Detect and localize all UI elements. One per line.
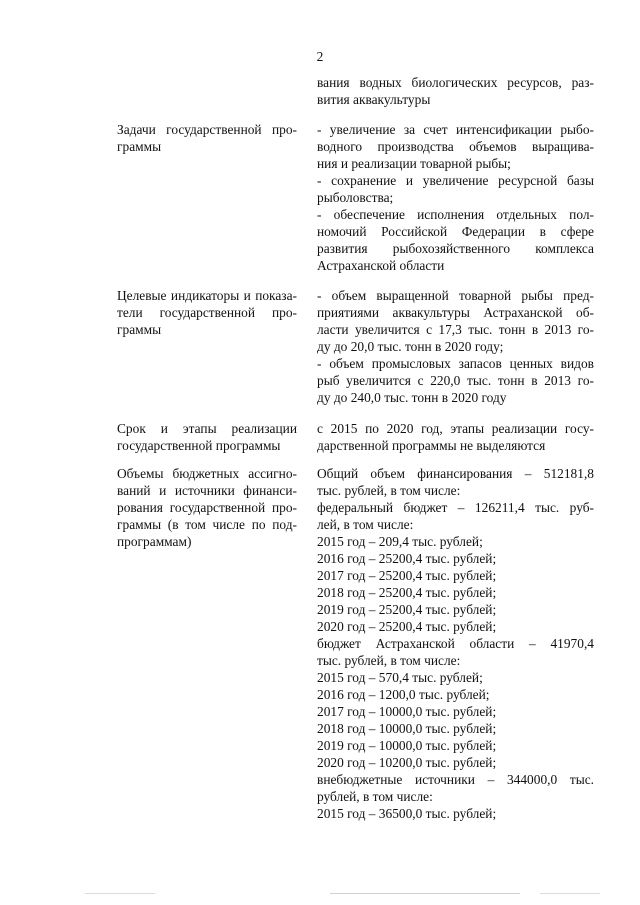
- value-line: 2015 год – 209,4 тыс. рублей;: [317, 534, 483, 549]
- row-value: [317, 287, 594, 406]
- scan-artifact-line: [85, 893, 155, 894]
- value-line: внебюджетные источники – 344000,0 тыс.: [317, 772, 594, 787]
- value-line: федеральный бюджет – 126211,4 тыс. руб-: [317, 500, 594, 515]
- label-line: граммы: [117, 322, 162, 337]
- value-line: ласти увеличится с 17,3 тыс. тонн в 2013 го-: [317, 322, 594, 337]
- page-number: 2: [316, 49, 324, 64]
- row-value: [317, 74, 594, 108]
- value-line: 2020 год – 10200,0 тыс. рублей;: [317, 755, 497, 770]
- value-line: Общий объем финансирования – 512181,8: [317, 466, 594, 481]
- value-line: - сохранение и увеличение ресурсной базы: [317, 173, 594, 188]
- label-line: программам): [117, 534, 192, 549]
- value-line: ду до 240,0 тыс. тонн в 2020 году: [317, 390, 507, 405]
- value-line: Астраханской области: [317, 258, 445, 273]
- value-line: развития рыбохозяйственного комплекса: [317, 241, 594, 256]
- value-line: 2016 год – 1200,0 тыс. рублей;: [317, 687, 490, 702]
- value-line: дарственной программы не выделяются: [317, 438, 546, 453]
- label-line: государственной программы: [117, 438, 281, 453]
- label-line: Задачи государственной про-: [117, 122, 297, 137]
- scan-artifact-line: [330, 893, 520, 894]
- value-line: 2016 год – 25200,4 тыс. рублей;: [317, 551, 497, 566]
- label-line: рования государственной про-: [117, 500, 297, 515]
- value-line: номочий Российской Федерации в сфере: [317, 224, 594, 239]
- value-line: рыболовства;: [317, 190, 394, 205]
- value-line: приятиями аквакультуры Астраханской об-: [317, 305, 594, 320]
- row-value: [317, 121, 594, 274]
- value-line: 2018 год – 25200,4 тыс. рублей;: [317, 585, 497, 600]
- label-line: Целевые индикаторы и показа-: [117, 288, 297, 303]
- value-line: 2017 год – 10000,0 тыс. рублей;: [317, 704, 497, 719]
- row-label: [117, 121, 297, 155]
- label-line: ваний и источники финанси-: [117, 483, 297, 498]
- value-line: - объем промысловых запасов ценных видов: [317, 356, 594, 371]
- value-line: тыс. рублей, в том числе:: [317, 483, 461, 498]
- label-line: граммы (в том числе по под-: [117, 517, 297, 532]
- row-value: [317, 465, 594, 822]
- value-line: 2020 год – 25200,4 тыс. рублей;: [317, 619, 497, 634]
- value-line: с 2015 по 2020 год, этапы реализации госу-: [317, 421, 594, 436]
- value-line: 2015 год – 570,4 тыс. рублей;: [317, 670, 483, 685]
- value-line: вания водных биологических ресурсов, раз-: [317, 75, 594, 90]
- value-line: 2018 год – 10000,0 тыс. рублей;: [317, 721, 497, 736]
- label-line: Объемы бюджетных ассигно-: [117, 466, 297, 481]
- value-line: 2019 год – 10000,0 тыс. рублей;: [317, 738, 497, 753]
- value-line: ния и реализации товарной рыбы;: [317, 156, 511, 171]
- value-line: лей, в том числе:: [317, 517, 414, 532]
- row-label: [117, 420, 297, 454]
- value-line: ду до 20,0 тыс. тонн в 2020 году;: [317, 339, 504, 354]
- row-value: [317, 420, 594, 454]
- value-line: - объем выращенной товарной рыбы пред-: [317, 288, 594, 303]
- label-line: тели государственной про-: [117, 305, 297, 320]
- label-line: Срок и этапы реализации: [117, 421, 297, 436]
- value-line: 2017 год – 25200,4 тыс. рублей;: [317, 568, 497, 583]
- value-line: 2019 год – 25200,4 тыс. рублей;: [317, 602, 497, 617]
- row-label: [117, 465, 297, 550]
- value-line: рублей, в том числе:: [317, 789, 433, 804]
- row-label: [117, 287, 297, 338]
- value-line: рыб увеличится с 220,0 тыс. тонн в 2013 го-: [317, 373, 594, 388]
- value-line: 2015 год – 36500,0 тыс. рублей;: [317, 806, 497, 821]
- value-line: - увеличение за счет интенсификации рыбо-: [317, 122, 594, 137]
- value-line: - обеспечение исполнения отдельных пол-: [317, 207, 594, 222]
- value-line: бюджет Астраханской области – 41970,4: [317, 636, 594, 651]
- label-line: граммы: [117, 139, 162, 154]
- scan-artifact-line: [540, 893, 600, 894]
- value-line: вития аквакультуры: [317, 92, 431, 107]
- value-line: тыс. рублей, в том числе:: [317, 653, 461, 668]
- value-line: водного производства объемов выращива-: [317, 139, 594, 154]
